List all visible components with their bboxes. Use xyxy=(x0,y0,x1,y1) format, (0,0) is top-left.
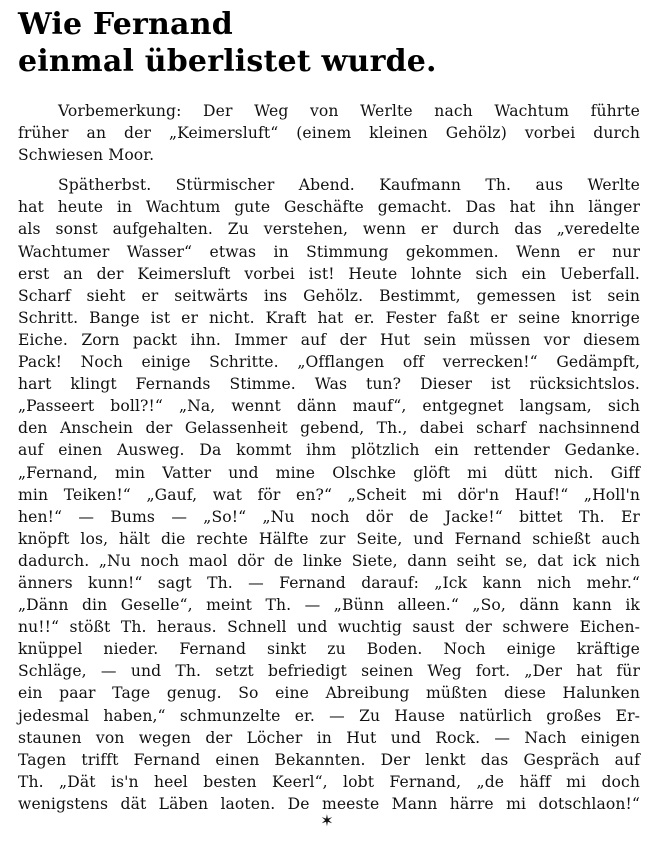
title-line-1: Wie Fernand xyxy=(18,7,233,42)
text-line: Spätherbst. Stürmischer Abend. Kaufmann Th. aus Werlte xyxy=(58,176,640,195)
article-title xyxy=(18,6,640,80)
title-line-2: einmal überlistet wurde. xyxy=(18,44,437,79)
text-line: knüppel nieder. Fernand sinkt zu Boden. Noch einige kräftige xyxy=(18,640,640,659)
text-line: hen!“ — Bums — „So!“ „Nu noch dör de Jacke!“ bittet Th. Er xyxy=(18,507,640,526)
text-line: knöpft los, hält die rechte Hälfte zur Seite, und Fernand schießt auch xyxy=(18,529,640,548)
text-line: änners kunn!“ sagt Th. — Fernand darauf: „Ick kann nich mehr.“ xyxy=(18,573,640,592)
text-line: hat heute in Wachtum gute Geschäfte gemacht. Das hat ihn länger xyxy=(18,198,640,217)
text-line: auf einen Ausweg. Da kommt ihm plötzlich ein rettender Gedanke. xyxy=(18,441,640,460)
text-line: hart klingt Fernands Stimme. Was tun? Dieser ist rücksichtslos. xyxy=(18,375,640,394)
text-line: als sonst aufgehalten. Zu verstehen, wenn er durch das „veredelte xyxy=(18,220,640,239)
text-line: Eiche. Zorn packt ihn. Immer auf der Hut sein müssen vor diesem xyxy=(18,330,640,349)
text-line: den Anschein der Gelassenheit gebend, Th., dabei scharf nachsinnend xyxy=(18,419,640,438)
text-line: Wachtumer Wasser“ etwas in Stimmung gekommen. Wenn er nur xyxy=(18,242,640,261)
text-line: nu!!“ stößt Th. heraus. Schnell und wuchtig saust der schwere Eichen- xyxy=(18,618,640,637)
text-line: staunen von wegen der Löcher in Hut und Rock. — Nach einigen xyxy=(18,728,640,747)
text-line: Vorbemerkung: Der Weg von Werlte nach Wachtum führte xyxy=(58,102,640,120)
text-line: erst an der Keimersluft vorbei ist! Heute lohnte sich ein Ueberfall. xyxy=(18,264,640,283)
text-line: jedesmal haben,“ schmunzelte er. — Zu Hause natürlich großes Er- xyxy=(18,706,640,725)
text-line: Th. „Dät is'n heel besten Keerl“, lobt Fernand, „de häff mi doch xyxy=(18,772,640,791)
preface-paragraph xyxy=(18,100,640,166)
text-line: dadurch. „Nu noch maol dör de linke Siete, dann seiht se, dat ick nich xyxy=(18,551,640,570)
text-line: Pack! Noch einige Schritte. „Offlangen off verrecken!“ Gedämpft, xyxy=(18,353,640,372)
text-line: wenigstens dät Läben laoten. De meeste Mann härre mi dotschlaon!“ xyxy=(18,794,640,813)
text-line: früher an der „Keimersluft“ (einem kleinen Gehölz) vorbei durch xyxy=(18,124,640,143)
text-line: min Teiken!“ „Gauf, wat för en?“ „Scheit mi dör'n Hauf!“ „Holl'n xyxy=(18,485,640,504)
text-line: „Fernand, min Vatter und mine Olschke glöft mi dütt nich. Giff xyxy=(18,463,640,482)
text-line: Schläge, — und Th. setzt befriedigt seinen Weg fort. „Der hat für xyxy=(18,662,640,681)
text-line: Tagen trifft Fernand einen Bekannten. Der lenkt das Gespräch auf xyxy=(18,750,640,769)
text-line: „Dänn din Geselle“, meint Th. — „Bünn alleen.“ „So, dänn kann ik xyxy=(18,596,640,615)
text-line: „Passeert boll?!“ „Na, wennt dänn mauf“, entgegnet langsam, sich xyxy=(18,397,640,416)
text-line: ein paar Tage genug. So eine Abreibung müßten diese Halunken xyxy=(18,684,640,703)
text-line: Schwiesen Moor. xyxy=(18,146,155,165)
text-line: Scharf sieht er seitwärts ins Gehölz. Bestimmt, gemessen ist sein xyxy=(18,286,640,305)
section-separator-star: ✶ xyxy=(320,811,334,830)
article-body xyxy=(18,100,640,815)
text-line: Schritt. Bange ist er nicht. Kraft hat er. Fester faßt er seine knorrige xyxy=(18,308,640,327)
story-paragraph xyxy=(18,174,640,815)
